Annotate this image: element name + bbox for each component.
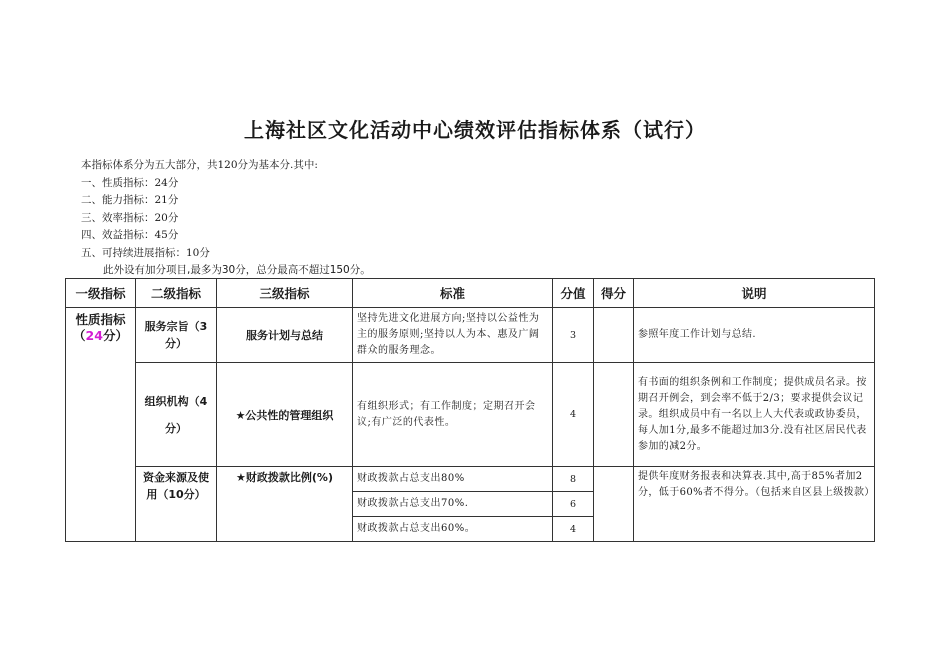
value-cell: 8 bbox=[553, 467, 594, 492]
note-cell: 有书面的组织条例和工作制度；提供成员名录。按期召开例会，到会率不低于2/3；要求提供会议记录。组织成员中有一名以上人大代表或政协委员，每人加1分,最多不能超过加3分.没有社区居民代表参加的减2分。 bbox=[634, 363, 875, 467]
header-level3: 三级指标 bbox=[217, 279, 353, 308]
header-note: 说明 bbox=[634, 279, 875, 308]
intro-line: 三、效率指标：20分 bbox=[81, 211, 179, 224]
level2-cell: 组织机构（4 分） bbox=[136, 363, 217, 467]
standard-cell: 财政拨款占总支出80% bbox=[353, 467, 553, 492]
note-cell: 参照年度工作计划与总结. bbox=[634, 308, 875, 363]
level1-cell bbox=[66, 308, 136, 542]
level3-cell: ★财政拨款比例(%) bbox=[217, 467, 353, 542]
table-row bbox=[66, 467, 875, 492]
level2-cell: 服务宗旨（3分） bbox=[136, 308, 217, 363]
intro-line: 四、效益指标：45分 bbox=[81, 229, 179, 241]
header-score: 得分 bbox=[594, 279, 634, 308]
standard-cell: 坚持先进文化进展方向;坚持以公益性为主的服务原则;坚持以人为本、惠及广阔群众的服务理念。 bbox=[353, 308, 553, 363]
intro-line: 本指标体系分为五大部分，共120分为基本分.其中: bbox=[81, 159, 318, 171]
header-level2: 二级指标 bbox=[136, 279, 217, 308]
level1-points: （24分） bbox=[73, 328, 128, 343]
value-cell: 4 bbox=[553, 363, 594, 467]
level3-cell: ★公共性的管理组织 bbox=[217, 363, 353, 467]
value-cell: 6 bbox=[553, 492, 594, 517]
note-cell: 提供年度财务报表和决算表.其中,高于85%者加2分，低于60%者不得分。（包括来自区县上级拨款） bbox=[634, 467, 875, 542]
value-cell: 4 bbox=[553, 517, 594, 542]
intro-block bbox=[81, 157, 371, 280]
table-row bbox=[66, 363, 875, 467]
standard-cell: 有组织形式；有工作制度；定期召开会议;有广泛的代表性。 bbox=[353, 363, 553, 467]
level1-label: 性质指标 bbox=[75, 312, 126, 327]
intro-line: 五、可持续进展指标：10分 bbox=[81, 246, 210, 259]
intro-bonus-note: 此外设有加分项目,最多为30分，总分最高不超过150分。 bbox=[103, 264, 371, 276]
indicator-table bbox=[65, 278, 875, 542]
level3-cell: 服务计划与总结 bbox=[217, 308, 353, 363]
header-value: 分值 bbox=[553, 279, 594, 308]
score-cell[interactable] bbox=[594, 363, 634, 467]
table-row bbox=[66, 308, 875, 363]
intro-line: 二、能力指标：21分 bbox=[81, 194, 179, 206]
level1-points-number: 24 bbox=[85, 328, 103, 343]
header-standard: 标准 bbox=[353, 279, 553, 308]
table-header-row bbox=[66, 279, 875, 308]
page-title: 上海社区文化活动中心绩效评估指标体系（试行） bbox=[244, 118, 706, 142]
intro-line: 一、性质指标：24分 bbox=[81, 176, 179, 189]
level2-cell: 资金来源及使用（10分） bbox=[136, 467, 217, 542]
standard-cell: 财政拨款占总支出60%。 bbox=[353, 517, 553, 542]
value-cell: 3 bbox=[553, 308, 594, 363]
header-level1: 一级指标 bbox=[66, 279, 136, 308]
score-cell[interactable] bbox=[594, 308, 634, 363]
score-cell[interactable] bbox=[594, 467, 634, 542]
standard-cell: 财政拨款占总支出70%. bbox=[353, 492, 553, 517]
